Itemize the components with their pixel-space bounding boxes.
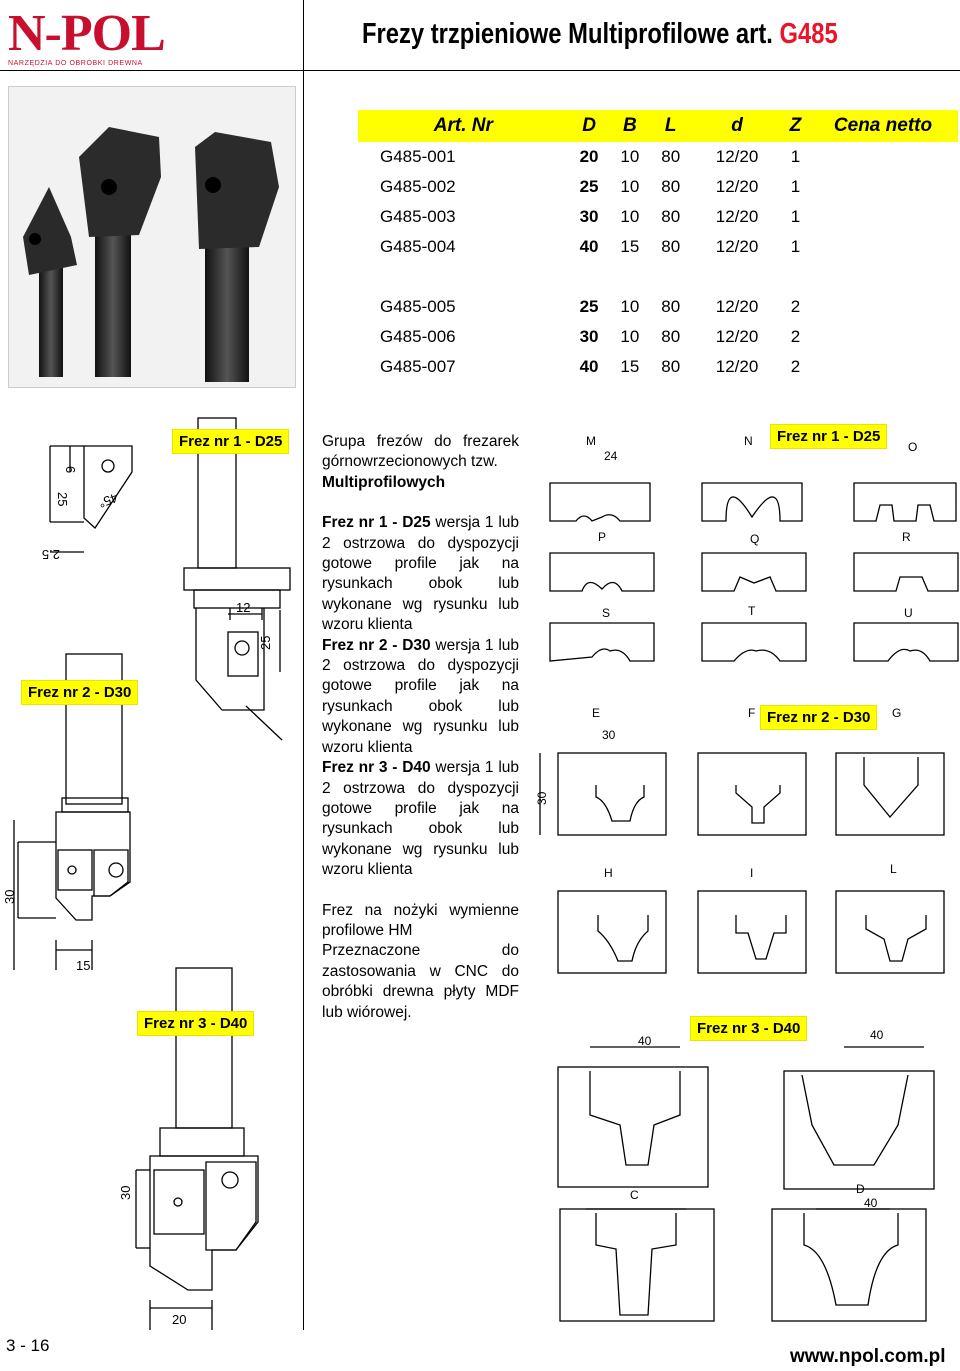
- svg-text:6: 6: [63, 466, 78, 474]
- description-text: [322, 432, 519, 1023]
- table-row: G485-004 40 15 80 12/20 1: [380, 237, 801, 256]
- svg-text:P: P: [598, 530, 607, 544]
- label-cutter-d25: Frez nr 1 - D25: [172, 429, 289, 454]
- svg-text:40: 40: [638, 1034, 652, 1048]
- table-row: G485-003 30 10 80 12/20 1: [380, 207, 801, 226]
- svg-text:40: 40: [864, 1196, 878, 1210]
- article-code: G485: [779, 18, 838, 50]
- header-divider: [0, 70, 960, 71]
- svg-text:I: I: [750, 866, 754, 880]
- page-number: 3 - 16: [6, 1336, 50, 1355]
- col-l: L: [650, 110, 691, 142]
- svg-text:L: L: [890, 862, 897, 876]
- paragraph-usage: Przeznaczone do zastosowania w CNC do obróbki drewna płyty MDF lub wiórowej.: [322, 942, 519, 1021]
- label-cutter-d30: Frez nr 2 - D30: [21, 680, 138, 705]
- paragraph-d40: Frez nr 3 - D40 wersja 1 lub 2 ostrzowa do dyspozycji gotowe profile jak na rysunkach obok lub wykonane wg rysunku lub wzoru klienta: [322, 759, 519, 879]
- table-spacer: [358, 262, 958, 292]
- svg-text:45°: 45°: [96, 490, 121, 511]
- table-row: G485-001 20 10 80 12/20 1: [380, 147, 801, 166]
- specification-table: [358, 110, 958, 382]
- svg-text:30: 30: [602, 728, 616, 742]
- table-row: G485-006 30 10 80 12/20 2: [380, 327, 801, 346]
- svg-text:T: T: [748, 604, 756, 618]
- col-z: Z: [783, 110, 808, 142]
- svg-text:30: 30: [118, 1185, 133, 1200]
- brand-logo: [8, 5, 178, 67]
- svg-text:N: N: [744, 434, 753, 448]
- svg-text:12: 12: [236, 600, 251, 615]
- paragraph-inserts: Frez na nożyki wymienne profilowe HM: [322, 901, 519, 939]
- svg-text:40: 40: [870, 1028, 884, 1042]
- table-row: G485-007 40 15 80 12/20 2: [380, 357, 801, 376]
- page-title: Frezy trzpieniowe Multiprofilowe art. G485: [362, 18, 838, 50]
- table-row: G485-005 25 10 80 12/20 2: [380, 297, 801, 316]
- svg-text:D: D: [856, 1182, 865, 1196]
- table-row: G485-002 25 10 80 12/20 1: [380, 177, 801, 196]
- product-photo: [8, 86, 296, 388]
- svg-text:C: C: [630, 1188, 639, 1202]
- column-divider: [303, 0, 304, 1330]
- col-shank-d: d: [691, 110, 783, 142]
- col-d: D: [569, 110, 610, 142]
- col-price: Cena netto: [808, 110, 958, 142]
- svg-text:E: E: [592, 706, 601, 720]
- svg-text:M: M: [586, 434, 596, 448]
- svg-text:F: F: [748, 706, 756, 720]
- col-art-nr: Art. Nr: [358, 110, 569, 142]
- cutter-technical-drawings: [0, 410, 300, 1330]
- website-url: www.npol.com.pl: [790, 1346, 946, 1367]
- label-cutter-d40: Frez nr 3 - D40: [137, 1011, 254, 1036]
- svg-text:24: 24: [604, 449, 618, 463]
- label-profiles-d25: Frez nr 1 - D25: [770, 424, 887, 449]
- table-header-row: [358, 110, 958, 142]
- svg-text:S: S: [602, 606, 611, 620]
- svg-text:20: 20: [172, 1312, 187, 1327]
- label-profiles-d30: Frez nr 2 - D30: [760, 705, 877, 730]
- svg-text:25: 25: [258, 635, 273, 650]
- svg-text:O: O: [908, 440, 918, 454]
- svg-text:G: G: [892, 706, 902, 720]
- svg-text:30: 30: [2, 889, 17, 904]
- intro-paragraph: Grupa frezów do frezarek górnowrzecionowych tzw. Multiprofilowych: [322, 433, 519, 491]
- svg-text:Q: Q: [750, 532, 760, 546]
- logo-tagline: NARZĘDZIA DO OBRÓBKI DREWNA: [8, 60, 143, 67]
- paragraph-d25: Frez nr 1 - D25 wersja 1 lub 2 ostrzowa do dyspozycji gotowe profile jak na rysunkach obok lub wykonane wg rysunku lub wzoru klienta: [322, 514, 519, 634]
- svg-text:U: U: [904, 606, 913, 620]
- svg-text:2.5: 2.5: [41, 547, 60, 562]
- svg-text:R: R: [902, 530, 911, 544]
- profile-drawings: [530, 425, 960, 1340]
- svg-text:30: 30: [535, 791, 549, 805]
- label-profiles-d40: Frez nr 3 - D40: [690, 1016, 807, 1041]
- svg-text:15: 15: [76, 958, 91, 973]
- col-b: B: [609, 110, 650, 142]
- logo-text: N-POL: [8, 5, 165, 62]
- paragraph-d30: Frez nr 2 - D30 wersja 1 lub 2 ostrzowa do dyspozycji gotowe profile jak na rysunkach obok lub wykonane wg rysunku lub wzoru klienta: [322, 636, 519, 756]
- svg-text:H: H: [604, 866, 613, 880]
- svg-text:25: 25: [55, 492, 70, 507]
